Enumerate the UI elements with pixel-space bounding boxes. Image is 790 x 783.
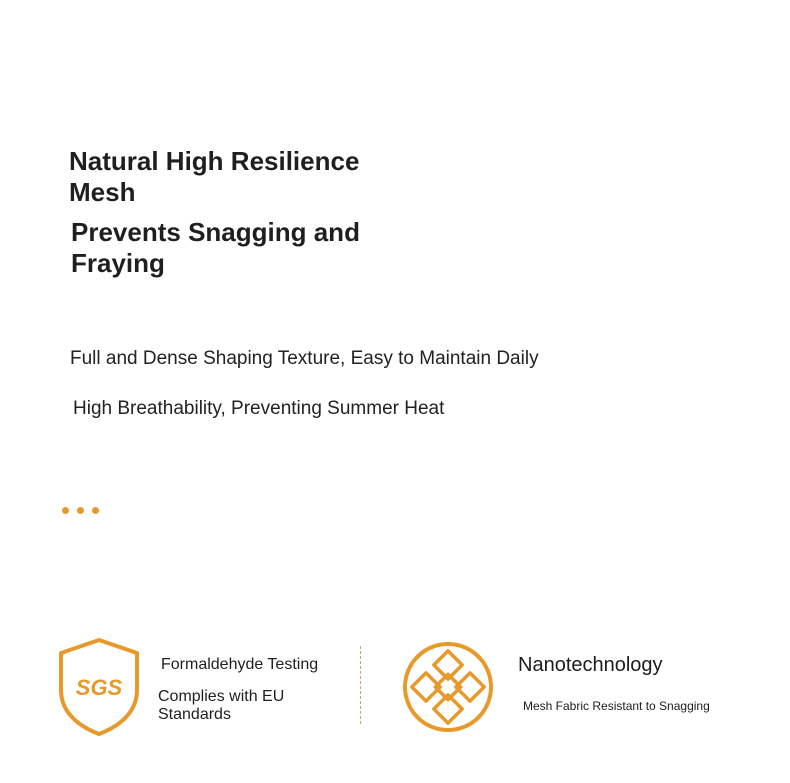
feature-texture: Full and Dense Shaping Texture, Easy to Maintain Daily <box>70 348 539 369</box>
feature-breathability: High Breathability, Preventing Summer Heat <box>73 398 445 419</box>
nano-badge-subtitle: Mesh Fabric Resistant to Snagging <box>523 699 710 713</box>
badge-divider <box>360 646 361 724</box>
sgs-logo-text: SGS <box>75 675 123 700</box>
nano-badge-title: Nanotechnology <box>518 654 663 676</box>
headline-resilience-mesh: Natural High Resilience Mesh <box>69 146 360 207</box>
sgs-shield-icon <box>58 638 140 736</box>
dot-icon <box>92 507 99 514</box>
dot-icon <box>77 507 84 514</box>
sgs-badge-title: Formaldehyde Testing <box>161 656 319 673</box>
sgs-badge-subtitle: Complies with EU Standards <box>158 688 285 723</box>
dot-icon <box>62 507 69 514</box>
decorative-dots <box>62 507 99 514</box>
headline-prevents-snagging: Prevents Snagging and Fraying <box>71 217 360 278</box>
endless-knot-icon <box>401 640 495 734</box>
